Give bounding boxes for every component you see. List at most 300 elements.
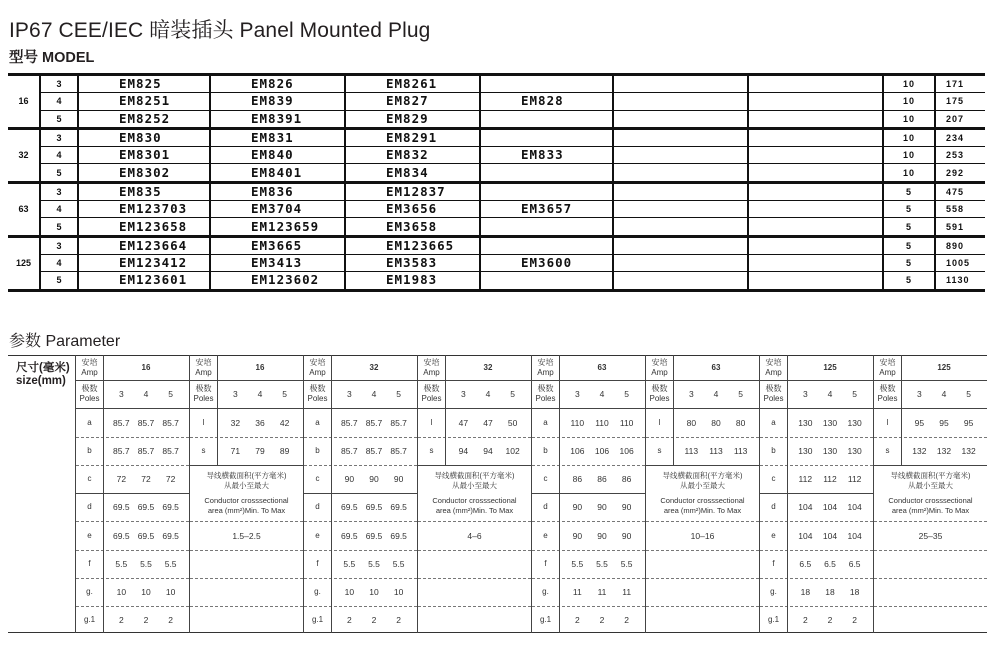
poles-label-cn: 极数 <box>309 384 326 393</box>
poles-label-en: Poles <box>79 394 100 403</box>
dimension-value: 10 <box>141 587 151 597</box>
pack-count-cell: 5 <box>883 182 935 200</box>
dimension-value: 5.5 <box>343 559 356 569</box>
dimension-label: a <box>87 417 92 427</box>
parameter-block-ls <box>417 355 531 633</box>
amp-label-cn: 安培 <box>879 357 896 367</box>
price-cell: 171 <box>935 75 985 93</box>
dimension-label: l <box>886 417 889 427</box>
pole-count: 3 <box>118 389 124 399</box>
model-number-cell: EM123658 <box>78 218 210 236</box>
dimension-label: b <box>543 446 548 455</box>
amp-label <box>304 355 331 380</box>
poles-label-cn: 极数 <box>423 384 440 393</box>
dimension-label: d <box>315 502 320 511</box>
row-divider <box>646 578 759 579</box>
dimension-value: 85.7 <box>390 417 407 428</box>
row-divider <box>874 578 987 579</box>
conductor-note-cn: 从最小至最大 <box>680 480 725 490</box>
model-number-cell <box>613 93 748 110</box>
pole-count: 5 <box>966 389 971 399</box>
model-number-cell <box>613 128 748 146</box>
dimension-value: 2 <box>802 614 808 625</box>
dimension-label: l <box>202 417 205 427</box>
model-number-cell <box>748 93 883 110</box>
poles-label-en: Poles <box>877 394 898 403</box>
pole-count: 5 <box>396 389 401 399</box>
amp-label-cn: 安培 <box>81 357 98 367</box>
dimension-values <box>103 606 189 633</box>
conductor-note-en: area (mm²)Min. To Max <box>663 505 742 515</box>
poles-label-cn: 极数 <box>651 384 668 393</box>
dimension-value: 42 <box>279 417 290 428</box>
dimension-value: 10 <box>369 587 379 597</box>
dimension-label: s <box>429 446 434 455</box>
dimension-value: 104 <box>847 502 862 512</box>
dimension-value: 86 <box>597 474 607 484</box>
dimension-value: 90 <box>621 502 632 512</box>
dimension-values <box>331 521 417 550</box>
dimension-value: 69.5 <box>341 530 358 541</box>
pole-count: 4 <box>371 389 377 399</box>
dimension-values <box>787 578 873 606</box>
poles-cell: 4 <box>40 254 78 271</box>
row-divider <box>190 578 303 579</box>
dimension-values <box>103 521 189 550</box>
poles-label <box>76 380 103 408</box>
amp-label-cn: 安培 <box>537 357 554 367</box>
dimension-values <box>787 408 873 437</box>
dimension-label: g.1 <box>83 614 96 624</box>
amp-cell: 63 <box>8 182 40 236</box>
model-number-cell: EM831 <box>210 128 345 146</box>
dimension-value: 90 <box>621 530 632 541</box>
row-divider <box>190 550 303 551</box>
poles-cell: 5 <box>40 110 78 128</box>
dimension-value: 2 <box>143 614 149 625</box>
model-number-cell <box>480 75 613 93</box>
dimension-value: 6.5 <box>848 559 861 569</box>
dimension-values <box>331 437 417 465</box>
dimension-value: 113 <box>709 446 723 456</box>
dimension-value: 89 <box>279 446 290 456</box>
dimension-values <box>331 550 417 578</box>
dimension-values <box>787 493 873 521</box>
dimension-value: 104 <box>798 502 813 512</box>
dimension-value: 86 <box>621 474 632 484</box>
pole-count: 5 <box>852 389 857 399</box>
amp-label-en: Amp <box>195 367 212 377</box>
dimension-value: 130 <box>822 417 838 428</box>
conductor-note <box>874 465 987 521</box>
dimension-label: b <box>771 446 776 455</box>
model-number-cell: EM3704 <box>210 201 345 218</box>
dimension-value: 5.5 <box>571 559 584 569</box>
price-cell: 890 <box>935 236 985 254</box>
model-number-cell: EM8301 <box>78 147 210 164</box>
pole-count: 3 <box>232 389 238 399</box>
model-number-cell: EM3600 <box>480 254 613 271</box>
dimension-value: 69.5 <box>365 502 383 512</box>
model-number-cell <box>748 236 883 254</box>
dimension-values <box>673 437 759 465</box>
amp-label <box>646 355 673 380</box>
dimension-value: 2 <box>118 614 124 625</box>
conductor-note <box>190 465 303 521</box>
model-number-cell: EM825 <box>78 75 210 93</box>
model-number-cell <box>748 218 883 236</box>
model-number-cell: EM836 <box>210 182 345 200</box>
amp-label <box>760 355 787 380</box>
dimension-value: 95 <box>914 417 925 428</box>
model-number-cell: EM123703 <box>78 201 210 218</box>
amp-label <box>190 355 217 380</box>
dimension-label: g. <box>86 587 93 596</box>
dimension-value: 130 <box>847 446 862 456</box>
dimension-value: 130 <box>798 417 813 428</box>
dimension-value: 2 <box>827 614 833 625</box>
conductor-note-cn: 从最小至最大 <box>224 480 269 490</box>
dimension-values <box>445 437 531 465</box>
pole-count: 3 <box>460 389 466 399</box>
model-number-cell <box>748 201 883 218</box>
dimension-label: d <box>771 502 776 511</box>
model-number-cell: EM123659 <box>210 218 345 236</box>
dimension-label: s <box>657 446 662 455</box>
model-number-cell <box>480 164 613 182</box>
pack-count-cell: 10 <box>883 93 935 110</box>
dimension-label: f <box>544 559 547 568</box>
dimension-values <box>787 606 873 633</box>
price-cell: 253 <box>935 147 985 164</box>
poles-values <box>445 380 531 408</box>
poles-label-en: Poles <box>763 394 784 403</box>
dimension-values <box>559 578 645 606</box>
dimension-value: 5.5 <box>392 559 405 569</box>
amp-label-en: Amp <box>309 367 326 377</box>
table-row <box>8 147 985 164</box>
conductor-note-en: Conductor crosssectional <box>204 495 289 505</box>
dimension-value: 6.5 <box>799 559 812 569</box>
amp-label-en: Amp <box>879 367 896 377</box>
dimension-value: 85.7 <box>137 446 155 456</box>
dimension-values <box>331 408 417 437</box>
dimension-values <box>559 550 645 578</box>
pole-count: 3 <box>346 389 352 399</box>
amp-label <box>418 355 445 380</box>
model-number-cell <box>748 110 883 128</box>
dimension-value: 95 <box>963 417 974 428</box>
model-number-cell <box>748 147 883 164</box>
dimension-value: 69.5 <box>365 530 383 541</box>
pack-count-cell: 5 <box>883 272 935 290</box>
amp-value: 63 <box>597 362 607 372</box>
dimension-label: g. <box>770 587 777 596</box>
table-row <box>8 93 985 110</box>
model-number-cell: EM830 <box>78 128 210 146</box>
size-label-en: size(mm) <box>16 375 66 387</box>
amp-cell: 16 <box>8 75 40 129</box>
price-cell: 175 <box>935 93 985 110</box>
conductor-note-cn: 导线横截面积(平方毫米) <box>890 470 971 480</box>
parameter-block-dims <box>303 355 417 633</box>
model-number-cell: EM3583 <box>345 254 480 271</box>
dimension-value: 2 <box>599 614 605 625</box>
parameter-block-dims <box>759 355 873 633</box>
price-cell: 234 <box>935 128 985 146</box>
poles-label-en: Poles <box>421 394 442 403</box>
dimension-value: 2 <box>852 614 857 625</box>
price-cell: 475 <box>935 182 985 200</box>
dimension-value: 112 <box>823 474 837 484</box>
dimension-values <box>331 493 417 521</box>
dimension-label: l <box>430 417 433 427</box>
dimension-value: 32 <box>230 417 241 428</box>
conductor-note-en: Conductor crosssectional <box>888 495 973 505</box>
conductor-note-cn: 导线横截面积(平方毫米) <box>662 470 743 480</box>
model-number-cell <box>613 75 748 93</box>
model-number-cell <box>748 164 883 182</box>
model-number-cell: EM834 <box>345 164 480 182</box>
conductor-range: 4–6 <box>467 530 482 541</box>
dimension-values <box>559 493 645 521</box>
conductor-note-en: Conductor crosssectional <box>660 495 745 505</box>
table-row <box>8 218 985 236</box>
dimension-value: 11 <box>622 587 632 597</box>
dimension-value: 104 <box>822 502 838 512</box>
dimension-value: 90 <box>572 530 583 541</box>
conductor-note-en: area (mm²)Min. To Max <box>207 505 286 515</box>
pole-count: 4 <box>941 389 947 399</box>
dimension-label: d <box>543 502 548 511</box>
pole-count: 4 <box>713 389 719 399</box>
table-row <box>8 182 985 200</box>
dimension-values <box>103 437 189 465</box>
dimension-value: 85.7 <box>162 417 179 428</box>
dimension-value: 112 <box>798 474 813 484</box>
conductor-note <box>418 465 531 521</box>
dimension-value: 112 <box>847 474 862 484</box>
model-number-cell <box>480 128 613 146</box>
poles-label-en: Poles <box>193 394 214 403</box>
model-number-cell: EM3657 <box>480 201 613 218</box>
dimension-value: 2 <box>168 614 173 625</box>
dimension-value: 69.5 <box>113 530 130 541</box>
dimension-value: 6.5 <box>824 559 836 569</box>
model-number-cell: EM123412 <box>78 254 210 271</box>
model-table <box>8 73 985 292</box>
amp-label-en: Amp <box>423 367 440 377</box>
row-divider <box>874 550 987 551</box>
dimension-values <box>103 550 189 578</box>
model-number-cell <box>480 236 613 254</box>
poles-label-en: Poles <box>535 394 556 403</box>
row-divider <box>418 578 531 579</box>
dimension-value: 18 <box>825 587 835 597</box>
pack-count-cell: 5 <box>883 218 935 236</box>
table-row <box>8 75 985 93</box>
dimension-value: 132 <box>961 446 976 456</box>
dimension-value: 130 <box>822 446 838 456</box>
model-number-cell <box>613 201 748 218</box>
dimension-value: 104 <box>822 530 838 541</box>
price-cell: 1130 <box>935 272 985 290</box>
model-number-cell: EM839 <box>210 93 345 110</box>
model-number-cell: EM840 <box>210 147 345 164</box>
poles-label <box>874 380 901 408</box>
dimension-value: 90 <box>597 530 607 541</box>
dimension-value: 85.7 <box>365 417 383 428</box>
dimension-value: 106 <box>570 446 585 456</box>
model-number-cell <box>748 182 883 200</box>
amp-label-en: Amp <box>537 367 554 377</box>
dimension-label: c <box>315 474 320 483</box>
dimension-value: 47 <box>483 417 493 428</box>
amp-label-en: Amp <box>651 367 668 377</box>
model-number-cell: EM8251 <box>78 93 210 110</box>
poles-values <box>901 380 987 408</box>
model-number-cell: EM3413 <box>210 254 345 271</box>
price-cell: 591 <box>935 218 985 236</box>
model-number-cell: EM123664 <box>78 236 210 254</box>
dimension-label: f <box>88 559 91 568</box>
dimension-value: 90 <box>597 502 607 512</box>
model-number-cell <box>480 218 613 236</box>
dimension-value: 72 <box>116 474 127 484</box>
size-label <box>16 362 70 388</box>
row-divider <box>190 606 303 607</box>
dimension-label: g.1 <box>767 614 780 624</box>
poles-cell: 3 <box>40 236 78 254</box>
amp-label <box>874 355 901 380</box>
model-number-cell: EM827 <box>345 93 480 110</box>
model-heading: 型号 MODEL <box>9 50 95 66</box>
dimension-label: g.1 <box>311 614 324 624</box>
dimension-value: 132 <box>912 446 927 456</box>
pack-count-cell: 10 <box>883 128 935 146</box>
dimension-value: 90 <box>369 474 379 484</box>
poles-label <box>646 380 673 408</box>
dimension-value: 94 <box>458 446 469 456</box>
dimension-value: 11 <box>597 587 607 597</box>
pack-count-cell: 10 <box>883 164 935 182</box>
dimension-value: 69.5 <box>162 502 179 512</box>
poles-cell: 5 <box>40 164 78 182</box>
model-number-cell <box>613 236 748 254</box>
dimension-values <box>217 408 303 437</box>
dimension-value: 85.7 <box>113 417 130 428</box>
dimension-value: 85.7 <box>162 446 179 456</box>
dimension-values <box>787 465 873 493</box>
model-number-cell <box>480 182 613 200</box>
dimension-value: 85.7 <box>341 417 358 428</box>
dimension-values <box>103 578 189 606</box>
dimension-value: 102 <box>505 446 520 456</box>
dimension-value: 18 <box>800 587 811 597</box>
dimension-value: 86 <box>572 474 583 484</box>
dimension-values <box>445 408 531 437</box>
pack-count-cell: 5 <box>883 236 935 254</box>
dimension-label: a <box>771 417 776 427</box>
pole-count: 5 <box>282 389 287 399</box>
poles-cell: 5 <box>40 272 78 290</box>
pole-count: 3 <box>688 389 694 399</box>
amp-value: 16 <box>255 362 265 372</box>
table-row <box>8 272 985 290</box>
model-number-cell: EM3665 <box>210 236 345 254</box>
model-number-cell <box>748 75 883 93</box>
conductor-note-cn: 从最小至最大 <box>908 480 953 490</box>
model-number-cell: EM835 <box>78 182 210 200</box>
model-number-cell: EM8291 <box>345 128 480 146</box>
dimension-value: 69.5 <box>137 502 155 512</box>
pole-count: 5 <box>738 389 743 399</box>
poles-label <box>418 380 445 408</box>
poles-values <box>331 380 417 408</box>
pack-count-cell: 5 <box>883 254 935 271</box>
dimension-label: f <box>772 559 775 568</box>
poles-label <box>190 380 217 408</box>
pole-count: 5 <box>168 389 173 399</box>
conductor-range: 25–35 <box>918 530 943 541</box>
dimension-value: 18 <box>849 587 860 597</box>
dimension-value: 106 <box>619 446 634 456</box>
dimension-value: 80 <box>711 417 721 428</box>
dimension-value: 72 <box>141 474 151 484</box>
amp-label-cn: 安培 <box>195 357 212 367</box>
dimension-label: c <box>771 474 776 483</box>
row-divider <box>418 550 531 551</box>
dimension-value: 85.7 <box>341 446 358 456</box>
parameter-heading: 参数 Parameter <box>9 333 121 350</box>
dimension-label: e <box>315 530 320 540</box>
parameter-block-ls <box>189 355 303 633</box>
dimension-value: 5.5 <box>620 559 633 569</box>
dimension-value: 2 <box>371 614 377 625</box>
dimension-value: 2 <box>346 614 352 625</box>
dimension-value: 104 <box>798 530 813 541</box>
dimension-value: 110 <box>595 417 609 428</box>
parameter-table <box>8 355 987 633</box>
dimension-value: 50 <box>507 417 518 428</box>
dimension-value: 71 <box>230 446 241 456</box>
size-label-cn: 尺寸(毫米) <box>16 362 70 374</box>
pole-count: 3 <box>916 389 922 399</box>
dimension-value: 69.5 <box>390 530 407 541</box>
dimension-value: 36 <box>255 417 265 428</box>
dimension-value: 72 <box>165 474 176 484</box>
poles-label <box>532 380 559 408</box>
poles-label-cn: 极数 <box>537 384 554 393</box>
dimension-values <box>103 408 189 437</box>
dimension-values <box>217 437 303 465</box>
dimension-value: 2 <box>624 614 629 625</box>
dimension-value: 10 <box>165 587 176 597</box>
dimension-value: 90 <box>572 502 583 512</box>
parameter-block-dims <box>75 355 189 633</box>
poles-values <box>787 380 873 408</box>
dimension-value: 11 <box>572 587 582 597</box>
poles-cell: 3 <box>40 75 78 93</box>
dimension-value: 2 <box>574 614 580 625</box>
pole-count: 5 <box>510 389 515 399</box>
price-cell: 1005 <box>935 254 985 271</box>
model-number-cell <box>613 254 748 271</box>
dimension-values <box>331 578 417 606</box>
amp-value: 125 <box>937 362 951 372</box>
model-number-cell <box>748 128 883 146</box>
conductor-note-en: area (mm²)Min. To Max <box>435 505 514 515</box>
